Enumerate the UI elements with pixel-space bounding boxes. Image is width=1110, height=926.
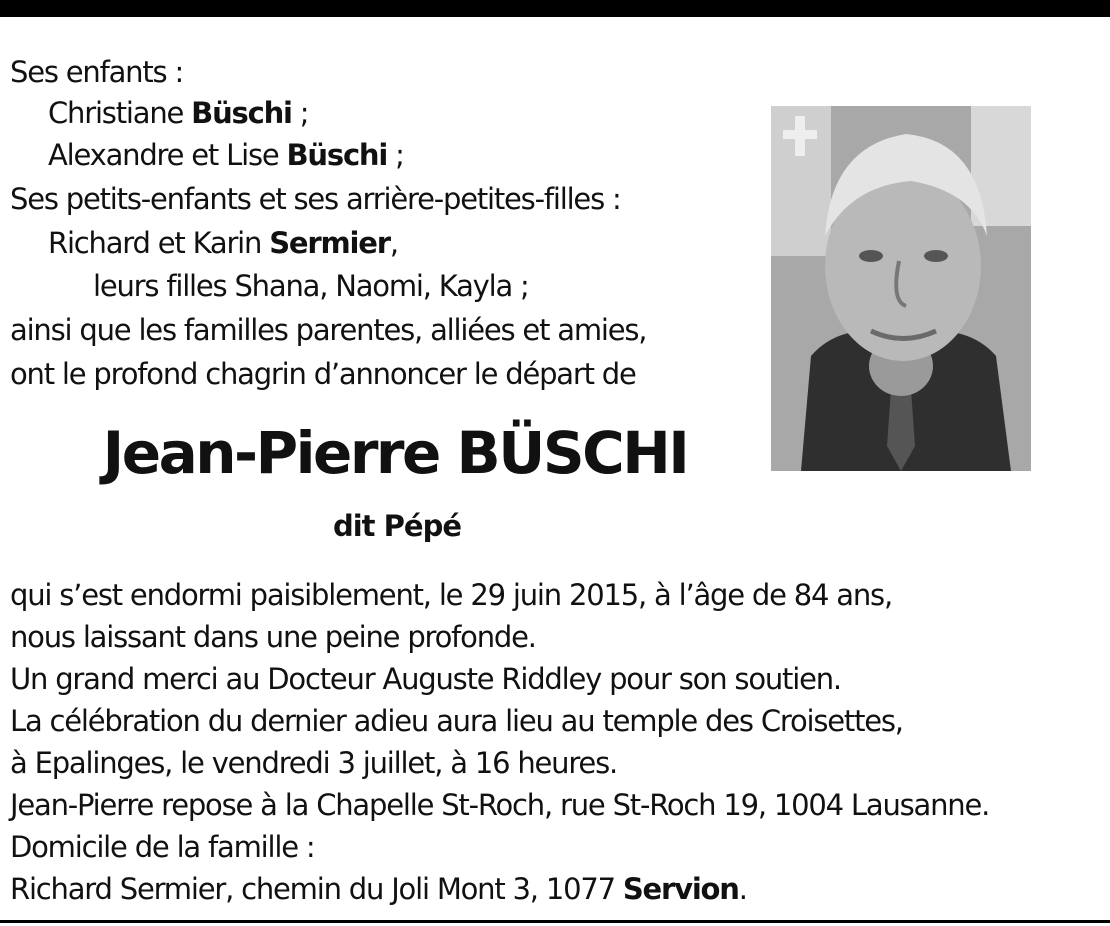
address-town: Servion bbox=[622, 872, 739, 906]
grandchildren-heading: Ses petits-enfants et ses arrière-petites-filles : bbox=[10, 182, 621, 216]
top-border bbox=[0, 0, 1110, 17]
children-heading: Ses enfants : bbox=[10, 55, 184, 89]
portrait-photo bbox=[771, 106, 1031, 471]
child2-last: Büschi bbox=[286, 138, 388, 172]
great-grandchildren-line: leurs filles Shana, Naomi, Kayla ; bbox=[93, 269, 529, 303]
child1-last: Büschi bbox=[191, 96, 292, 130]
body-line-3: Un grand merci au Docteur Auguste Riddley pour son soutien. bbox=[10, 662, 841, 696]
address-text: Richard Sermier, chemin du Joli Mont 3, 1077 bbox=[10, 872, 623, 906]
child-line-1 bbox=[48, 94, 308, 132]
body-line-6: Jean-Pierre repose à la Chapelle St-Roch, rue St-Roch 19, 1004 Lausanne. bbox=[10, 788, 990, 822]
grand1-last: Sermier bbox=[269, 226, 390, 260]
body-line-8 bbox=[10, 870, 747, 908]
address-end: . bbox=[738, 872, 747, 906]
child1-first: Christiane bbox=[48, 96, 184, 130]
child2-first: Alexandre et Lise bbox=[48, 138, 279, 172]
body-line-4: La célébration du dernier adieu aura lieu au temple des Croisettes, bbox=[10, 704, 903, 738]
child2-end: ; bbox=[387, 138, 404, 172]
announcement-line: ont le profond chagrin d’annoncer le départ de bbox=[10, 357, 636, 391]
grandchild-line-1 bbox=[48, 224, 398, 262]
grand1-end: , bbox=[389, 226, 398, 260]
child1-end: ; bbox=[291, 96, 309, 130]
body-line-7: Domicile de la famille : bbox=[10, 830, 315, 864]
deceased-nickname: dit Pépé bbox=[332, 509, 461, 543]
body-line-5: à Epalinges, le vendredi 3 juillet, à 16 heures. bbox=[10, 746, 617, 780]
grand1-first: Richard et Karin bbox=[48, 226, 262, 260]
body-line-1: qui s’est endormi paisiblement, le 29 juin 2015, à l’âge de 84 ans, bbox=[10, 578, 892, 612]
deceased-name: Jean-Pierre BÜSCHI bbox=[102, 419, 688, 487]
child-line-2 bbox=[48, 136, 404, 174]
bottom-border bbox=[0, 920, 1110, 923]
families-line: ainsi que les familles parentes, alliées et amies, bbox=[10, 313, 647, 347]
portrait-illustration bbox=[771, 106, 1031, 471]
body-line-2: nous laissant dans une peine profonde. bbox=[10, 620, 536, 654]
